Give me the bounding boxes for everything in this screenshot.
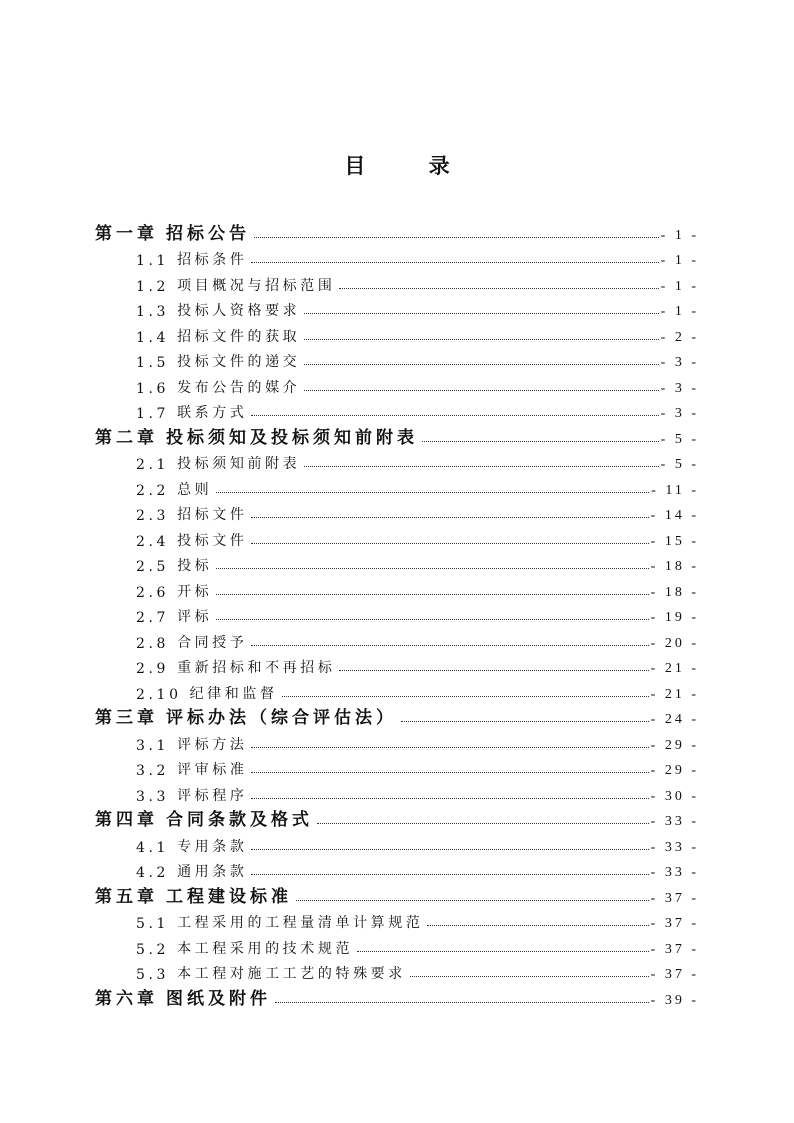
toc-entry-number: 2.10 bbox=[136, 686, 182, 703]
toc-entry-page: - 5 - bbox=[660, 457, 699, 472]
toc-entry-page: - 37 - bbox=[650, 941, 699, 957]
toc-section-entry[interactable] bbox=[95, 320, 699, 346]
toc-entry-page: - 29 - bbox=[650, 737, 699, 753]
toc-entry-number: 2.1 bbox=[136, 457, 170, 473]
toc-entry-label: 招标公告 bbox=[166, 223, 250, 244]
toc-dot-leader bbox=[216, 492, 649, 493]
toc-entry-page: - 19 - bbox=[650, 610, 699, 625]
toc-dot-leader bbox=[427, 925, 648, 926]
toc-entry-label: 项目概况与招标范围 bbox=[177, 277, 336, 294]
toc-dot-leader bbox=[296, 900, 649, 901]
toc-dot-leader bbox=[216, 594, 648, 595]
toc-entry-number: 2.4 bbox=[136, 533, 170, 550]
toc-section-entry[interactable] bbox=[95, 907, 699, 933]
toc-entry-label: 发布公告的媒介 bbox=[177, 379, 301, 396]
toc-dot-leader bbox=[304, 466, 658, 467]
toc-dot-leader bbox=[254, 237, 659, 238]
toc-entry-label: 开标 bbox=[177, 583, 213, 600]
toc-entry-number: 2.3 bbox=[136, 508, 170, 524]
toc-section-entry[interactable] bbox=[95, 958, 699, 984]
toc-entry-number: 2.8 bbox=[136, 635, 170, 652]
toc-entry-label: 招标文件的获取 bbox=[177, 328, 301, 345]
toc-entry-number: 2.7 bbox=[136, 610, 170, 626]
toc-entry-page: - 39 - bbox=[650, 992, 699, 1008]
toc-section-entry[interactable] bbox=[95, 473, 699, 499]
toc-chapter-entry[interactable] bbox=[95, 218, 699, 244]
toc-dot-leader bbox=[304, 339, 658, 340]
toc-section-entry[interactable] bbox=[95, 830, 699, 856]
toc-entry-number: 5.2 bbox=[136, 941, 170, 958]
toc-entry-number: 1.2 bbox=[136, 278, 170, 295]
toc-entry-label: 招标文件 bbox=[177, 507, 248, 523]
toc-section-entry[interactable] bbox=[95, 371, 699, 397]
toc-section-entry[interactable] bbox=[95, 575, 699, 601]
page-title: 目 录 bbox=[344, 154, 478, 178]
toc-entry-label: 工程建设标准 bbox=[166, 886, 292, 907]
toc-entry-number: 3.1 bbox=[136, 737, 170, 754]
toc-entry-label: 投标须知及投标须知前附表 bbox=[166, 427, 418, 448]
toc-section-entry[interactable] bbox=[95, 856, 699, 882]
toc-entry-label: 投标文件 bbox=[177, 532, 248, 549]
toc-dot-leader bbox=[251, 798, 648, 799]
toc-entry-number: 1.4 bbox=[136, 329, 170, 346]
toc-entry-page: - 3 - bbox=[660, 406, 699, 421]
toc-section-entry[interactable] bbox=[95, 754, 699, 780]
toc-entry-number: 2.6 bbox=[136, 584, 170, 601]
toc-dot-leader bbox=[216, 568, 648, 569]
toc-entry-label: 招标条件 bbox=[177, 252, 248, 268]
toc-entry-page: - 37 - bbox=[650, 916, 699, 931]
toc-entry-label: 通用条款 bbox=[177, 864, 248, 880]
toc-dot-leader bbox=[251, 543, 648, 544]
toc-chapter-entry[interactable] bbox=[95, 881, 699, 907]
toc-section-entry[interactable] bbox=[95, 448, 699, 474]
toc-entry-label: 联系方式 bbox=[177, 405, 248, 421]
toc-entry-label: 专用条款 bbox=[177, 838, 248, 855]
toc-entry-number: 1.6 bbox=[136, 380, 170, 397]
toc-entry-page: - 20 - bbox=[650, 635, 699, 651]
toc-section-entry[interactable] bbox=[95, 295, 699, 321]
toc-dot-leader bbox=[339, 288, 658, 289]
toc-entry-number: 第三章 bbox=[95, 708, 158, 728]
toc-dot-leader bbox=[401, 721, 649, 722]
toc-entry-label: 纪律和监督 bbox=[189, 685, 278, 702]
toc-entry-label: 评审标准 bbox=[177, 762, 248, 778]
toc-entry-page: - 1 - bbox=[660, 304, 699, 319]
toc-entry-number: 4.1 bbox=[136, 839, 170, 856]
toc-entry-page: - 18 - bbox=[650, 559, 699, 574]
toc-entry-page: - 3 - bbox=[660, 380, 699, 396]
toc-dot-leader bbox=[251, 747, 648, 748]
toc-chapter-entry[interactable] bbox=[95, 983, 699, 1009]
toc-entry-label: 投标须知前附表 bbox=[177, 456, 301, 472]
toc-entry-page: - 33 - bbox=[650, 839, 699, 855]
toc-chapter-entry[interactable] bbox=[95, 805, 699, 831]
toc-entry-number: 第一章 bbox=[95, 223, 158, 244]
toc-section-entry[interactable] bbox=[95, 728, 699, 754]
toc-entry-number: 第五章 bbox=[95, 886, 158, 907]
toc-entry-label: 图纸及附件 bbox=[166, 988, 271, 1009]
toc-entry-label: 评标 bbox=[177, 609, 213, 625]
toc-entry-label: 总则 bbox=[177, 481, 213, 498]
toc-dot-leader bbox=[251, 645, 648, 646]
toc-section-entry[interactable] bbox=[95, 244, 699, 270]
toc-entry-number: 1.3 bbox=[136, 304, 170, 320]
toc-section-entry[interactable] bbox=[95, 550, 699, 576]
toc-entry-page: - 21 - bbox=[650, 661, 699, 676]
toc-entry-number: 2.5 bbox=[136, 559, 170, 575]
toc-entry-label: 重新招标和不再招标 bbox=[177, 660, 336, 676]
toc-entry-number: 3.3 bbox=[136, 788, 170, 805]
toc-entry-page: - 18 - bbox=[650, 584, 699, 600]
toc-entry-number: 第四章 bbox=[95, 810, 158, 830]
toc-entry-page: - 5 - bbox=[660, 431, 699, 447]
toc-chapter-entry[interactable] bbox=[95, 422, 699, 448]
toc-entry-page: - 24 - bbox=[650, 712, 699, 727]
table-of-contents bbox=[95, 218, 699, 1009]
toc-chapter-entry[interactable] bbox=[95, 703, 699, 729]
toc-entry-page: - 30 - bbox=[650, 788, 699, 804]
toc-entry-page: - 33 - bbox=[650, 814, 699, 829]
toc-dot-leader bbox=[282, 696, 649, 697]
toc-entry-page: - 3 - bbox=[660, 355, 699, 370]
toc-entry-page: - 15 - bbox=[650, 533, 699, 549]
toc-entry-page: - 11 - bbox=[651, 482, 699, 498]
toc-entry-label: 本工程采用的技术规范 bbox=[177, 940, 354, 957]
toc-entry-page: - 14 - bbox=[650, 508, 699, 523]
toc-dot-leader bbox=[275, 1002, 649, 1003]
toc-entry-label: 投标文件的递交 bbox=[177, 354, 301, 370]
toc-dot-leader bbox=[304, 390, 658, 391]
toc-entry-number: 1.7 bbox=[136, 406, 170, 422]
toc-entry-page: - 21 - bbox=[650, 686, 699, 702]
toc-dot-leader bbox=[251, 874, 648, 875]
toc-dot-leader bbox=[339, 670, 648, 671]
toc-entry-page: - 1 - bbox=[660, 253, 699, 268]
toc-entry-number: 1.1 bbox=[136, 253, 170, 269]
toc-dot-leader bbox=[422, 441, 659, 442]
toc-entry-number: 5.1 bbox=[136, 916, 170, 932]
toc-dot-leader bbox=[251, 262, 658, 263]
toc-section-entry[interactable] bbox=[95, 269, 699, 295]
toc-entry-number: 3.2 bbox=[136, 763, 170, 779]
toc-dot-leader bbox=[410, 976, 649, 977]
toc-entry-page: - 1 - bbox=[660, 278, 699, 294]
toc-section-entry[interactable] bbox=[95, 652, 699, 678]
toc-entry-label: 评标程序 bbox=[177, 787, 248, 804]
toc-entry-page: - 2 - bbox=[660, 329, 699, 345]
toc-section-entry[interactable] bbox=[95, 779, 699, 805]
toc-section-entry[interactable] bbox=[95, 499, 699, 525]
toc-dot-leader bbox=[251, 415, 658, 416]
toc-entry-label: 合同条款及格式 bbox=[166, 810, 313, 830]
toc-dot-leader bbox=[317, 823, 649, 824]
toc-entry-page: - 37 - bbox=[650, 890, 699, 906]
toc-dot-leader bbox=[251, 772, 648, 773]
toc-section-entry[interactable] bbox=[95, 677, 699, 703]
toc-section-entry[interactable] bbox=[95, 932, 699, 958]
toc-entry-number: 2.9 bbox=[136, 661, 170, 677]
toc-entry-label: 合同授予 bbox=[177, 634, 248, 651]
toc-section-entry[interactable] bbox=[95, 601, 699, 627]
toc-entry-number: 1.5 bbox=[136, 355, 170, 371]
toc-entry-label: 投标人资格要求 bbox=[177, 303, 301, 319]
toc-entry-page: - 29 - bbox=[650, 763, 699, 778]
toc-dot-leader bbox=[216, 619, 648, 620]
toc-section-entry[interactable] bbox=[95, 626, 699, 652]
toc-dot-leader bbox=[304, 364, 658, 365]
toc-section-entry[interactable] bbox=[95, 397, 699, 423]
toc-entry-page: - 37 - bbox=[650, 967, 699, 982]
toc-dot-leader bbox=[251, 517, 648, 518]
toc-dot-leader bbox=[251, 849, 648, 850]
toc-entry-number: 第六章 bbox=[95, 988, 158, 1009]
toc-dot-leader bbox=[304, 313, 658, 314]
toc-section-entry[interactable] bbox=[95, 524, 699, 550]
toc-entry-label: 评标方法 bbox=[177, 736, 248, 753]
toc-entry-label: 工程采用的工程量清单计算规范 bbox=[177, 915, 424, 931]
toc-entry-number: 2.2 bbox=[136, 482, 170, 499]
toc-entry-number: 4.2 bbox=[136, 865, 170, 881]
toc-entry-page: - 33 - bbox=[650, 865, 699, 880]
toc-entry-label: 评标办法（综合评估法） bbox=[166, 708, 397, 728]
toc-entry-page: - 1 - bbox=[660, 227, 699, 243]
toc-entry-label: 本工程对施工工艺的特殊要求 bbox=[177, 966, 406, 982]
toc-entry-number: 第二章 bbox=[95, 427, 158, 448]
toc-section-entry[interactable] bbox=[95, 346, 699, 372]
toc-entry-label: 投标 bbox=[177, 558, 213, 574]
toc-entry-number: 5.3 bbox=[136, 967, 170, 983]
toc-dot-leader bbox=[357, 951, 649, 952]
